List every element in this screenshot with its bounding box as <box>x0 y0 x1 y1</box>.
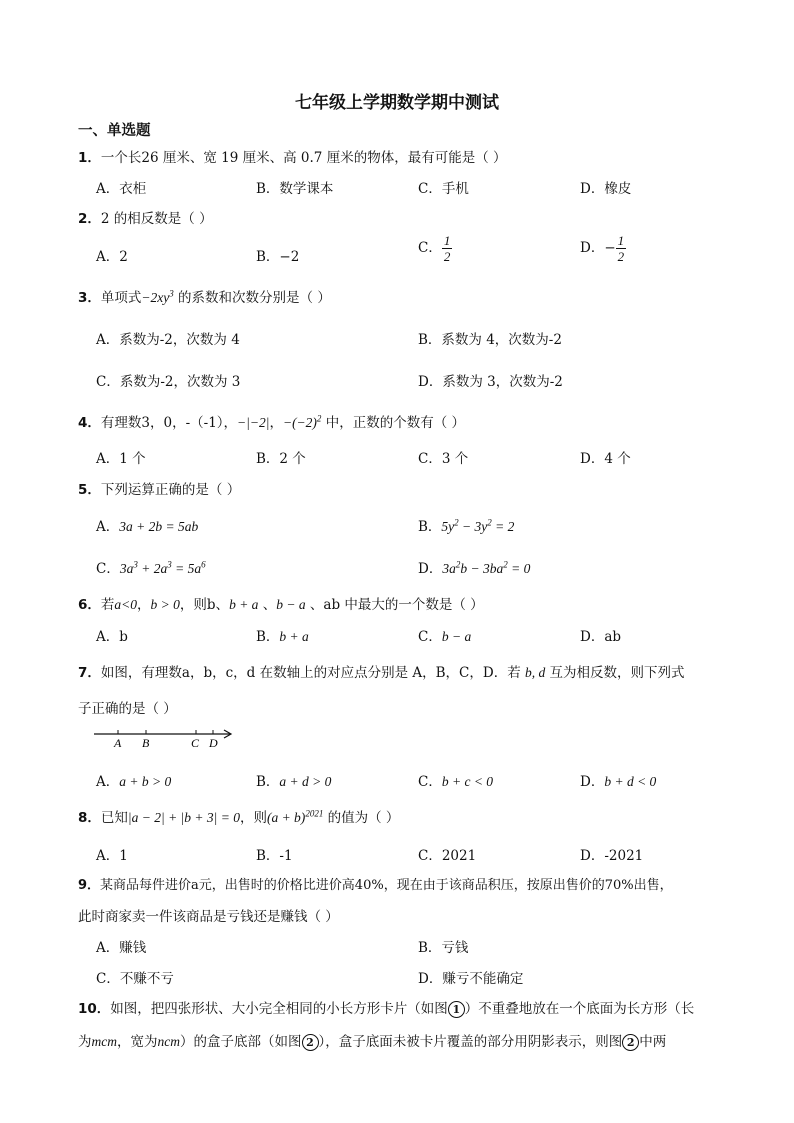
q1-option-a[interactable]: A．衣柜 <box>96 181 147 197</box>
fraction: $\frac{1}{2}$ <box>443 233 451 264</box>
question-4: 4．有理数3，0，-（-1），−|−2|，$-(-2)^2$ 中，正数的个数有（ ） <box>78 413 466 431</box>
q9-option-c[interactable]: C．不赚不亏 <box>96 971 174 987</box>
q4-option-c[interactable]: C．3 个 <box>418 451 469 467</box>
circled-number: 1 <box>448 1001 465 1018</box>
q3-option-a[interactable]: A．系数为-2，次数为 4 <box>96 332 240 348</box>
q3-option-d[interactable]: D．系数为 3，次数为-2 <box>418 374 563 390</box>
q6-option-b[interactable]: B．b + a <box>256 629 309 645</box>
number-line-figure <box>90 724 240 752</box>
question-8: 8．已知|a − 2| + |b + 3| = 0，则$(a + b)^{2021}$ 的值为（ ） <box>78 808 400 826</box>
q5-option-a[interactable]: A．3a + 2b = 5ab <box>96 519 199 535</box>
q9-option-a[interactable]: A．赚钱 <box>96 940 147 956</box>
q8-option-a[interactable]: A．1 <box>96 848 128 864</box>
power-expression: $-(-2)^2$ <box>282 413 322 430</box>
q4-option-d[interactable]: D．4 个 <box>580 451 631 467</box>
q1-option-d[interactable]: D．橡皮 <box>580 181 632 197</box>
q3-option-c[interactable]: C．系数为-2，次数为 3 <box>96 374 241 390</box>
question-number: 2． <box>78 211 101 227</box>
q1-option-b[interactable]: B．数学课本 <box>256 181 334 197</box>
question-2 <box>78 207 213 227</box>
q2-option-a[interactable]: A．2 <box>96 249 128 265</box>
circled-number: 2 <box>622 1034 639 1051</box>
question-7: 7．如图，有理数a，b，c，d 在数轴上的对应点分别是 A，B，C，D．若 b, d 互为相反数，则下列式 <box>78 665 685 681</box>
q8-option-b[interactable]: B．-1 <box>256 848 293 864</box>
q4-option-b[interactable]: B．2 个 <box>256 451 306 467</box>
question-7-line-2: 子正确的是（ ） <box>78 701 177 717</box>
q6-option-d[interactable]: D．ab <box>580 629 622 645</box>
question-1 <box>78 146 506 166</box>
question-10: 10．如图，把四张形状、大小完全相同的小长方形卡片（如图 1 ）不重叠地放在一个底面为长方形（长 <box>78 1001 695 1017</box>
page-title: 七年级上学期数学期中测试 <box>295 93 499 113</box>
label-a: A <box>114 736 122 750</box>
q6-option-a[interactable]: A．b <box>96 629 128 645</box>
q4-option-a[interactable]: A．1 个 <box>96 451 146 467</box>
q7-option-b[interactable]: B．a + d > 0 <box>256 774 332 790</box>
question-6: 6．若a<0，b > 0，则b、b + a 、b − a 、ab 中最大的一个数是（ ） <box>78 597 484 613</box>
q7-option-c[interactable]: C．b + c < 0 <box>418 774 494 790</box>
section-heading: 一、单选题 <box>78 123 151 139</box>
q2-option-b[interactable]: B．−2 <box>256 249 300 265</box>
question-10-line-2: 为mcm，宽为ncm）的盒子底部（如图 2 ），盒子底面未被卡片覆盖的部分用阴影表示，则图 2 中两 <box>78 1034 667 1050</box>
label-c: C <box>191 736 200 750</box>
question-3: 3．单项式$-2xy^3$ 的系数和次数分别是（ ） <box>78 288 331 306</box>
q7-option-a[interactable]: A．a + b > 0 <box>96 774 172 790</box>
q7-option-d[interactable]: D．b + d < 0 <box>580 774 657 790</box>
q2-option-d[interactable]: D．− $\frac{1}{2}$ <box>580 233 625 264</box>
q8-option-d[interactable]: D．-2021 <box>580 848 644 864</box>
q1-option-c[interactable]: C．手机 <box>418 181 469 197</box>
q3-option-b[interactable]: B．系数为 4，次数为-2 <box>418 332 562 348</box>
fraction: $\frac{1}{2}$ <box>617 233 625 264</box>
q9-option-d[interactable]: D．赚亏不能确定 <box>418 971 524 987</box>
question-number: 1． <box>78 150 101 166</box>
question-5: 5．下列运算正确的是（ ） <box>78 482 241 498</box>
label-d: D <box>209 736 218 750</box>
monomial-expression: $-2xy^3$ <box>141 288 174 305</box>
question-9: 9．某商品每件进价a元，出售时的价格比进价高40%，现在由于该商品积压，按原出售价的70%出售， <box>78 878 673 893</box>
circled-number: 2 <box>302 1034 319 1051</box>
q5-option-c[interactable]: C．$3a^3 + 2a^3 = 5a^6$ <box>96 559 206 577</box>
q9-option-b[interactable]: B．亏钱 <box>418 940 469 956</box>
question-text: 一个长26 厘米、宽 19 厘米、高 0.7 厘米的物体，最有可能是（ ） <box>100 150 507 166</box>
q8-option-c[interactable]: C．2021 <box>418 848 477 864</box>
question-9-line-2: 此时商家卖一件该商品是亏钱还是赚钱（ ） <box>78 909 339 925</box>
label-b: B <box>142 736 150 750</box>
q2-option-c[interactable]: C． $\frac{1}{2}$ <box>418 233 451 264</box>
q6-option-c[interactable]: C．b − a <box>418 629 472 645</box>
question-text: 2 的相反数是（ ） <box>100 211 213 227</box>
q5-option-d[interactable]: D．$3a^2b - 3ba^2 = 0$ <box>418 559 531 577</box>
q5-option-b[interactable]: B．$5y^2 - 3y^2 = 2$ <box>418 517 515 535</box>
abs-expression: −|−2| <box>237 415 270 430</box>
